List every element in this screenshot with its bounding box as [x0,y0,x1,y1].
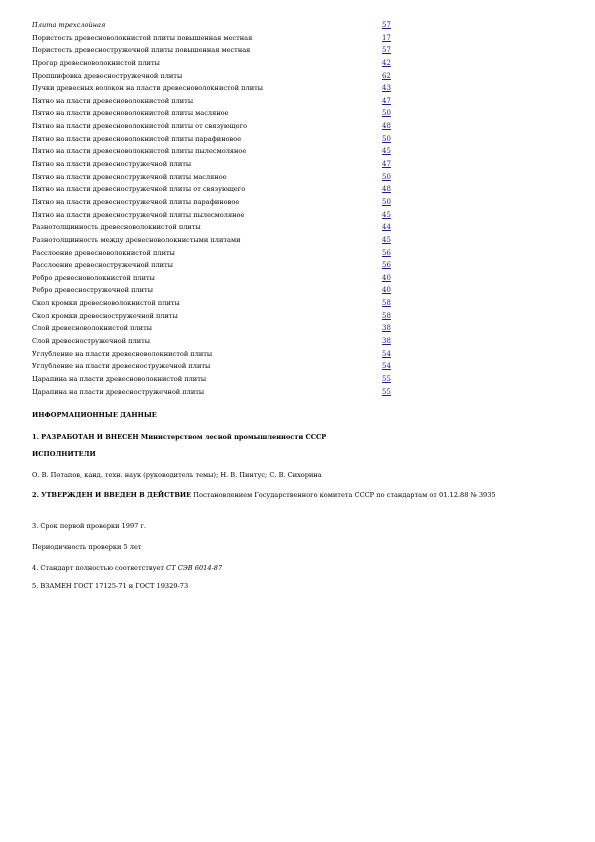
index-row [32,259,412,272]
index-term: Пропшифовка древесностружечной плиты [32,71,183,80]
index-row [32,360,412,373]
index-term: Царапина на пласти древесностружечной плиты [32,387,205,396]
index-page-link[interactable]: 54 [382,349,391,358]
index-term: Ребро древесноволокнистой плиты [32,273,155,282]
index-term: Пятно на пласти древесноволокнистой плиты от связующего [32,122,248,131]
info-item-2-title: 2. УТВЕРЖДЕН И ВВЕДЕН В ДЕЙСТВИЕ [32,491,192,499]
index-term: Пятно на пласти древесностружечной плиты парафиновое [32,197,240,206]
info-item-5: 5. ВЗАМЕН ГОСТ 17125-71 и ГОСТ 19329-73 [32,582,189,590]
index-term: Скол кромки древесностружечной плиты [32,311,178,320]
performers-list: О. В. Потапов, канд. техн. наук (руководитель темы); Н. В. Пинтус; С. В. Сихорина [32,471,322,479]
index-row [32,348,412,361]
index-term: Пористость древесноволокнистой плиты повышенная местная [32,33,253,42]
index-term: Пятно на пласти древесноволокнистой плиты парафиновое [32,134,242,143]
info-heading: ИНФОРМАЦИОННЫЕ ДАННЫЕ [32,411,157,419]
index-row [32,221,412,234]
info-item-4-text: 4. Стандарт полностью соответствует [32,564,167,572]
index-term: Плита трехслойная [32,21,106,29]
index-row [32,196,412,209]
index-page-link[interactable]: 40 [382,286,391,295]
index-page-link[interactable]: 55 [382,374,391,383]
index-row [32,183,412,196]
performers-label: ИСПОЛНИТЕЛИ [32,450,96,458]
info-item-4 [32,563,222,573]
index-term: Разнотолщинность древесноволокнистой плиты [32,223,201,232]
index-row [32,107,412,120]
index-term: Разнотолщинность между древесноволокнистыми плитами [32,235,241,244]
index-page-link[interactable]: 57 [382,21,391,29]
index-row [32,284,412,297]
index-page-link[interactable]: 48 [382,185,391,194]
index-term: Углубление на пласти древесностружечной плиты [32,362,211,371]
index-page-link[interactable]: 45 [382,210,391,219]
index-row [32,32,412,45]
index-page-link[interactable]: 50 [382,134,391,143]
index-row [32,247,412,260]
index-row [32,171,412,184]
index-page-link[interactable]: 50 [382,109,391,118]
index-page-link[interactable]: 56 [382,261,391,270]
index-page-link[interactable]: 44 [382,223,391,232]
index-row [32,209,412,222]
index-page-link[interactable]: 50 [382,172,391,181]
index-page-link[interactable]: 54 [382,362,391,371]
index-term: Пятно на пласти древесноволокнистой плиты масляное [32,109,229,118]
index-term: Пятно на пласти древесностружечной плиты от связующего [32,185,246,194]
index-term: Пятно на пласти древесноволокнистой плиты [32,96,194,105]
index-row [32,297,412,310]
index-row [32,19,412,32]
index-page-link[interactable]: 48 [382,122,391,131]
index-term: Прогар древесноволокнистой плиты [32,58,160,67]
index-term: Расслоение древесностружечной плиты [32,261,173,270]
index-page-link[interactable]: 56 [382,248,391,257]
index-row [32,386,412,399]
index-term: Пятно на пласти древесностружечной плиты [32,160,192,169]
index-page-link[interactable]: 57 [382,46,391,55]
index-row [32,322,412,335]
index-term: Углубление на пласти древесноволокнистой плиты [32,349,213,358]
index-row [32,57,412,70]
index-row [32,373,412,386]
check-period: Периодичность проверки 5 лет [32,543,142,551]
index-page-link[interactable]: 45 [382,147,391,156]
index-row [32,310,412,323]
index-page-link[interactable]: 38 [382,337,391,346]
info-item-4-standard: СТ СЭВ 6014-87 [166,564,223,572]
index-term: Расслоение древесноволокнистой плиты [32,248,175,257]
index-page-link[interactable]: 47 [382,96,391,105]
index-term: Пятно на пласти древесноволокнистой плиты пылесмоляное [32,147,247,156]
index-term: Пятно на пласти древесностружечной плиты пылесмоляное [32,210,245,219]
index-page-link[interactable]: 45 [382,235,391,244]
index-term: Царапина на пласти древесноволокнистой плиты [32,374,207,383]
index-term: Слой древесноволокнистой плиты [32,324,152,333]
index-row [32,95,412,108]
term-index [32,19,412,398]
index-term: Пучки древесных волокон на пласти древесноволокнистой плиты [32,84,264,93]
index-row [32,70,412,83]
index-page-link[interactable]: 38 [382,324,391,333]
index-term: Ребро древесностружечной плиты [32,286,153,295]
index-term: Пятно на пласти древесностружечной плиты масляное [32,172,227,181]
index-page-link[interactable]: 42 [382,58,391,67]
info-item-2-text: Постановлением Государственного комитета СССР по стандартам от 01.12.88 № 3935 [191,491,496,499]
index-row [32,82,412,95]
index-row [32,145,412,158]
index-row [32,234,412,247]
index-page-link[interactable]: 62 [382,71,391,80]
index-page-link[interactable]: 58 [382,299,391,308]
index-row [32,120,412,133]
index-page-link[interactable]: 55 [382,387,391,396]
info-item-2 [32,490,562,500]
index-page-link[interactable]: 17 [382,33,391,42]
index-term: Слой древесностружечной плиты [32,337,151,346]
index-page-link[interactable]: 58 [382,311,391,320]
index-page-link[interactable]: 47 [382,160,391,169]
index-row [32,44,412,57]
info-item-3: 3. Срок первой проверки 1997 г. [32,522,146,530]
index-term: Пористость древесностружечной плиты повышенная местная [32,46,251,55]
index-row [32,335,412,348]
index-row [32,158,412,171]
info-item-1: 1. РАЗРАБОТАН И ВНЕСЕН Министерством лесной промышленности СССР [32,433,327,441]
index-term: Скол кромки древесноволокнистой плиты [32,299,180,308]
index-page-link[interactable]: 50 [382,197,391,206]
index-row [32,133,412,146]
index-page-link[interactable]: 40 [382,273,391,282]
index-row [32,272,412,285]
index-page-link[interactable]: 43 [382,84,391,93]
